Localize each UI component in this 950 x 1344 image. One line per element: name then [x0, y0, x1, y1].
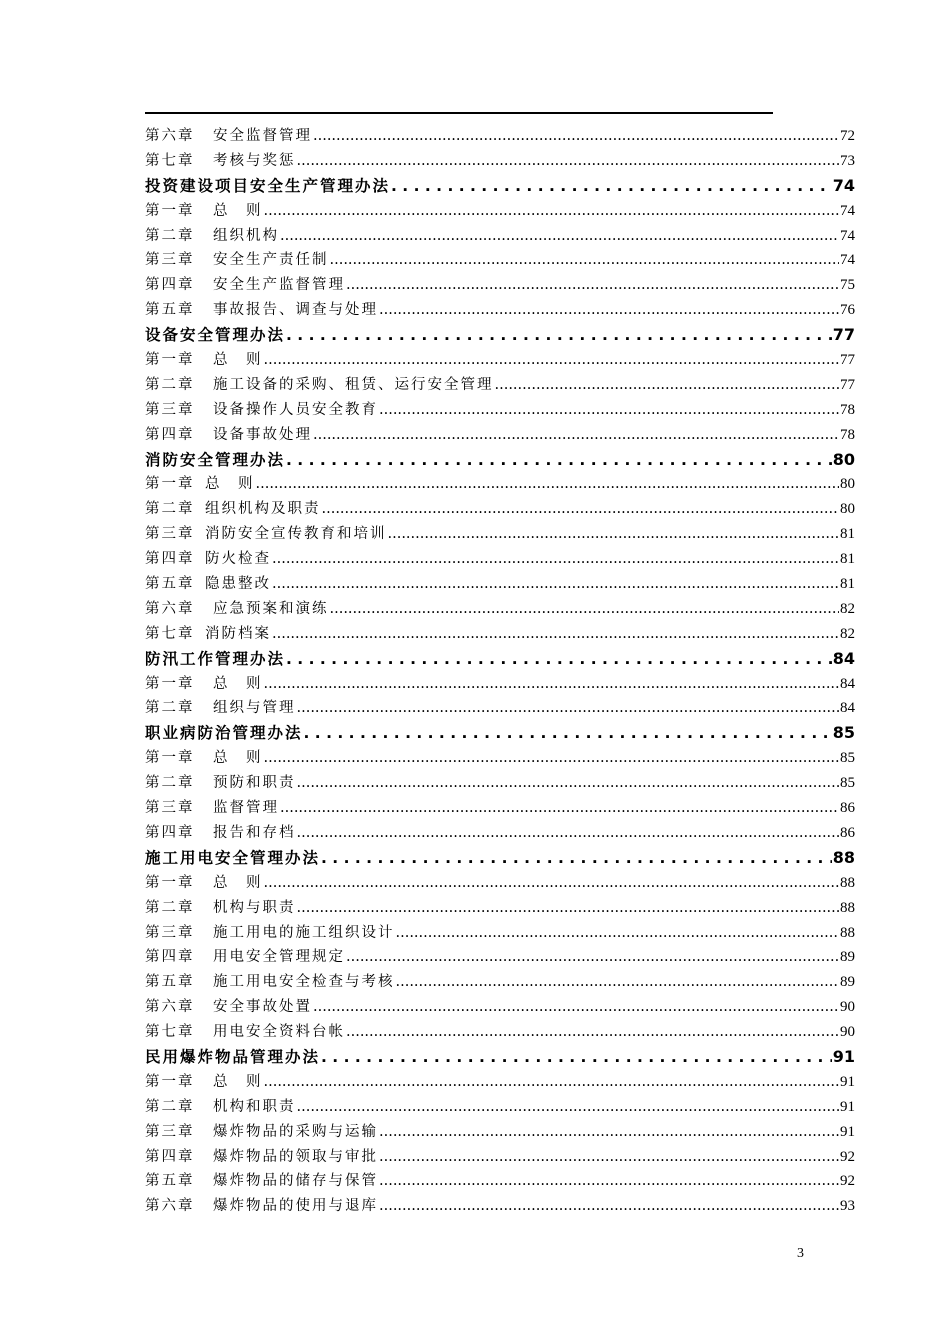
- section-page-number: 85: [832, 723, 855, 743]
- chapter-page-number: 90: [840, 999, 855, 1016]
- chapter-title: 爆炸物品的使用与退库: [213, 1198, 378, 1215]
- chapter-number: 第三章: [145, 401, 195, 418]
- chapter-page-number: 91: [840, 1123, 855, 1140]
- chapter-page-number: 90: [840, 1024, 855, 1041]
- chapter-title: 组织机构及职责: [205, 501, 321, 518]
- chapter-title: 总 则: [213, 1073, 263, 1090]
- dot-leader: [346, 273, 839, 298]
- chapter-title: 安全生产责任制: [213, 252, 329, 269]
- dot-leader: [272, 572, 839, 597]
- chapter-title: 安全生产监督管理: [213, 277, 345, 294]
- chapter-page-number: 84: [840, 675, 855, 692]
- toc-chapter-entry[interactable]: [145, 771, 855, 796]
- dot-leader: [286, 448, 832, 473]
- toc-chapter-entry[interactable]: [145, 1120, 855, 1145]
- dot-leader: [272, 547, 839, 572]
- dot-leader: [391, 174, 832, 199]
- toc-chapter-entry[interactable]: [145, 273, 855, 298]
- chapter-number: 第一章: [145, 675, 195, 692]
- dot-leader: [264, 348, 840, 373]
- chapter-title: 爆炸物品的领取与审批: [213, 1148, 378, 1165]
- toc-chapter-entry[interactable]: [145, 199, 855, 224]
- chapter-title: 总 则: [205, 476, 255, 493]
- chapter-page-number: 91: [840, 1073, 855, 1090]
- chapter-number: 第一章: [145, 202, 195, 219]
- chapter-number: 第一章: [145, 874, 195, 891]
- chapter-number: 第三章: [145, 800, 195, 817]
- chapter-number: 第一章: [145, 1073, 195, 1090]
- toc-chapter-entry[interactable]: [145, 149, 855, 174]
- chapter-page-number: 84: [840, 700, 855, 717]
- chapter-number: 第六章: [145, 600, 195, 617]
- chapter-title: 考核与奖惩: [213, 152, 296, 169]
- chapter-page-number: 74: [840, 252, 855, 269]
- toc-chapter-entry[interactable]: [145, 821, 855, 846]
- chapter-title: 用电安全管理规定: [213, 949, 345, 966]
- dot-leader: [286, 647, 832, 672]
- toc-section-heading[interactable]: [145, 323, 855, 348]
- toc-chapter-entry[interactable]: [145, 622, 855, 647]
- chapter-page-number: 92: [840, 1148, 855, 1165]
- toc-chapter-entry[interactable]: [145, 1145, 855, 1170]
- toc-chapter-entry[interactable]: [145, 995, 855, 1020]
- chapter-page-number: 73: [840, 152, 855, 169]
- dot-leader: [256, 472, 840, 497]
- chapter-page-number: 88: [840, 924, 855, 941]
- chapter-number: 第五章: [145, 1173, 195, 1190]
- toc-chapter-entry[interactable]: [145, 1020, 855, 1045]
- chapter-page-number: 86: [840, 824, 855, 841]
- chapter-title: 总 则: [213, 675, 263, 692]
- chapter-title: 总 则: [213, 874, 263, 891]
- dot-leader: [264, 871, 840, 896]
- chapter-title: 总 则: [213, 202, 263, 219]
- toc-chapter-entry[interactable]: [145, 896, 855, 921]
- chapter-page-number: 81: [840, 576, 855, 593]
- dot-leader: [297, 896, 840, 921]
- chapter-title: 隐患整改: [205, 576, 271, 593]
- chapter-title: 安全监督管理: [213, 128, 312, 144]
- section-page-number: 77: [832, 325, 855, 345]
- chapter-title: 应急预案和演练: [213, 600, 329, 617]
- chapter-page-number: 85: [840, 775, 855, 792]
- chapter-title: 设备操作人员安全教育: [213, 401, 378, 418]
- dot-leader: [297, 149, 840, 174]
- chapter-page-number: 78: [840, 426, 855, 443]
- chapter-title: 施工设备的采购、租赁、运行安全管理: [213, 376, 494, 393]
- dot-leader: [264, 672, 840, 697]
- section-title: 施工用电安全管理办法: [145, 848, 321, 867]
- toc-section-heading[interactable]: [145, 448, 855, 473]
- chapter-number: 第一章: [145, 750, 195, 767]
- chapter-title: 设备事故处理: [213, 426, 312, 443]
- chapter-page-number: 82: [840, 600, 855, 617]
- dot-leader: [272, 622, 839, 647]
- toc-chapter-entry[interactable]: [145, 970, 855, 995]
- chapter-page-number: 74: [840, 202, 855, 219]
- section-page-number: 91: [832, 1046, 855, 1066]
- chapter-number: 第二章: [145, 501, 195, 518]
- toc-chapter-entry[interactable]: [145, 547, 855, 572]
- chapter-number: 第五章: [145, 974, 195, 991]
- toc-chapter-entry[interactable]: [145, 945, 855, 970]
- toc-chapter-entry[interactable]: [145, 248, 855, 273]
- chapter-title: 监督管理: [213, 800, 279, 817]
- chapter-title: 施工用电的施工组织设计: [213, 924, 395, 941]
- dot-leader: [304, 721, 832, 746]
- chapter-page-number: 77: [840, 352, 855, 369]
- chapter-page-number: 88: [840, 874, 855, 891]
- toc-chapter-entry[interactable]: [145, 522, 855, 547]
- toc-chapter-entry[interactable]: [145, 572, 855, 597]
- chapter-title: 安全事故处置: [213, 999, 312, 1016]
- toc-chapter-entry[interactable]: [145, 1194, 855, 1219]
- dot-leader: [280, 224, 839, 249]
- chapter-number: 第一章: [145, 476, 195, 493]
- chapter-number: 第二章: [145, 899, 195, 916]
- chapter-number: 第四章: [145, 426, 195, 443]
- dot-leader: [297, 771, 840, 796]
- section-page-number: 74: [832, 175, 855, 195]
- chapter-page-number: 80: [840, 476, 855, 493]
- dot-leader: [346, 1020, 839, 1045]
- chapter-number: 第三章: [145, 252, 195, 269]
- chapter-number: 第七章: [145, 1024, 195, 1041]
- toc-chapter-entry[interactable]: [145, 472, 855, 497]
- chapter-page-number: 76: [840, 302, 855, 319]
- chapter-page-number: 86: [840, 800, 855, 817]
- chapter-title: 事故报告、调查与处理: [213, 302, 378, 319]
- dot-leader: [313, 124, 839, 149]
- dot-leader: [280, 796, 839, 821]
- chapter-title: 组织机构: [213, 227, 279, 244]
- chapter-title: 组织与管理: [213, 700, 296, 717]
- toc-chapter-entry[interactable]: [145, 672, 855, 697]
- page-number: 3: [797, 1246, 804, 1261]
- dot-leader: [346, 945, 839, 970]
- dot-leader: [297, 696, 840, 721]
- chapter-number: 第三章: [145, 526, 195, 543]
- dot-leader: [264, 1070, 840, 1095]
- dot-leader: [264, 199, 840, 224]
- chapter-number: 第四章: [145, 949, 195, 966]
- toc-chapter-entry[interactable]: [145, 348, 855, 373]
- chapter-number: 第二章: [145, 700, 195, 717]
- dot-leader: [286, 323, 832, 348]
- dot-leader: [396, 921, 840, 946]
- chapter-title: 机构与职责: [213, 899, 296, 916]
- dot-leader: [379, 298, 839, 323]
- toc-chapter-entry[interactable]: [145, 224, 855, 249]
- toc-chapter-entry[interactable]: [145, 1070, 855, 1095]
- section-title: 民用爆炸物品管理办法: [145, 1047, 321, 1066]
- chapter-title: 预防和职责: [213, 775, 296, 792]
- section-page-number: 80: [832, 449, 855, 469]
- chapter-number: 第六章: [145, 999, 195, 1016]
- chapter-title: 报告和存档: [213, 824, 296, 841]
- section-page-number: 88: [832, 847, 855, 867]
- chapter-number: 第二章: [145, 227, 195, 244]
- toc-section-heading[interactable]: [145, 647, 855, 672]
- toc-chapter-entry[interactable]: [145, 696, 855, 721]
- dot-leader: [495, 373, 840, 398]
- section-title: 设备安全管理办法: [145, 326, 286, 345]
- chapter-page-number: 81: [840, 526, 855, 543]
- section-title: 防汛工作管理办法: [145, 649, 286, 668]
- toc-chapter-entry[interactable]: [145, 373, 855, 398]
- toc-chapter-entry[interactable]: [145, 1169, 855, 1194]
- chapter-number: 第二章: [145, 1098, 195, 1115]
- chapter-page-number: 78: [840, 401, 855, 418]
- chapter-title: 消防安全宣传教育和培训: [205, 526, 387, 543]
- chapter-number: 第四章: [145, 277, 195, 294]
- dot-leader: [330, 597, 840, 622]
- chapter-title: 施工用电安全检查与考核: [213, 974, 395, 991]
- dot-leader: [297, 1095, 840, 1120]
- toc-chapter-entry[interactable]: [145, 423, 855, 448]
- dot-leader: [396, 970, 840, 995]
- header-rule: [145, 112, 773, 114]
- chapter-number: 第三章: [145, 1123, 195, 1140]
- chapter-title: 用电安全资料台帐: [213, 1024, 345, 1041]
- chapter-number: 第五章: [145, 302, 195, 319]
- dot-leader: [379, 398, 839, 423]
- dot-leader: [379, 1194, 839, 1219]
- toc-chapter-entry[interactable]: [145, 1095, 855, 1120]
- chapter-number: 第一章: [145, 352, 195, 369]
- chapter-number: 第七章: [145, 152, 195, 169]
- section-title: 消防安全管理办法: [145, 450, 286, 469]
- chapter-page-number: 80: [840, 501, 855, 518]
- chapter-page-number: 74: [840, 227, 855, 244]
- chapter-number: 第五章: [145, 576, 195, 593]
- chapter-number: 第二章: [145, 775, 195, 792]
- chapter-title: 总 则: [213, 750, 263, 767]
- dot-leader: [321, 846, 832, 871]
- toc-chapter-entry[interactable]: [145, 497, 855, 522]
- chapter-page-number: 93: [840, 1198, 855, 1215]
- toc-chapter-entry[interactable]: [145, 298, 855, 323]
- table-of-contents: [145, 124, 855, 1219]
- dot-leader: [379, 1120, 839, 1145]
- toc-chapter-entry[interactable]: [145, 796, 855, 821]
- chapter-title: 防火检查: [205, 551, 271, 568]
- chapter-page-number: 75: [840, 277, 855, 294]
- chapter-number: 第三章: [145, 924, 195, 941]
- chapter-page-number: 85: [840, 750, 855, 767]
- chapter-page-number: 89: [840, 974, 855, 991]
- chapter-number: 第六章: [145, 128, 195, 144]
- dot-leader: [321, 1045, 832, 1070]
- chapter-title: 机构和职责: [213, 1098, 296, 1115]
- dot-leader: [379, 1169, 839, 1194]
- toc-section-heading[interactable]: [145, 174, 855, 199]
- chapter-number: 第二章: [145, 376, 195, 393]
- chapter-page-number: 77: [840, 376, 855, 393]
- dot-leader: [330, 248, 840, 273]
- dot-leader: [313, 423, 839, 448]
- chapter-number: 第七章: [145, 625, 195, 642]
- chapter-number: 第四章: [145, 1148, 195, 1165]
- toc-chapter-entry[interactable]: [145, 124, 855, 149]
- chapter-page-number: 81: [840, 551, 855, 568]
- dot-leader: [322, 497, 840, 522]
- toc-chapter-entry[interactable]: [145, 871, 855, 896]
- chapter-page-number: 91: [840, 1098, 855, 1115]
- chapter-page-number: 89: [840, 949, 855, 966]
- section-page-number: 84: [832, 648, 855, 668]
- toc-chapter-entry[interactable]: [145, 921, 855, 946]
- chapter-number: 第四章: [145, 551, 195, 568]
- chapter-page-number: 72: [840, 128, 855, 144]
- dot-leader: [388, 522, 840, 547]
- chapter-page-number: 82: [840, 625, 855, 642]
- toc-chapter-entry[interactable]: [145, 597, 855, 622]
- toc-section-heading[interactable]: [145, 721, 855, 746]
- toc-section-heading[interactable]: [145, 846, 855, 871]
- chapter-title: 总 则: [213, 352, 263, 369]
- chapter-page-number: 92: [840, 1173, 855, 1190]
- chapter-number: 第四章: [145, 824, 195, 841]
- section-title: 职业病防治管理办法: [145, 724, 303, 743]
- dot-leader: [297, 821, 840, 846]
- dot-leader: [264, 746, 840, 771]
- chapter-page-number: 88: [840, 899, 855, 916]
- dot-leader: [313, 995, 839, 1020]
- toc-chapter-entry[interactable]: [145, 746, 855, 771]
- chapter-number: 第六章: [145, 1198, 195, 1215]
- chapter-title: 爆炸物品的储存与保管: [213, 1173, 378, 1190]
- dot-leader: [379, 1145, 839, 1170]
- chapter-title: 消防档案: [205, 625, 271, 642]
- chapter-title: 爆炸物品的采购与运输: [213, 1123, 378, 1140]
- toc-section-heading[interactable]: [145, 1045, 855, 1070]
- section-title: 投资建设项目安全生产管理办法: [145, 176, 391, 195]
- toc-chapter-entry[interactable]: [145, 398, 855, 423]
